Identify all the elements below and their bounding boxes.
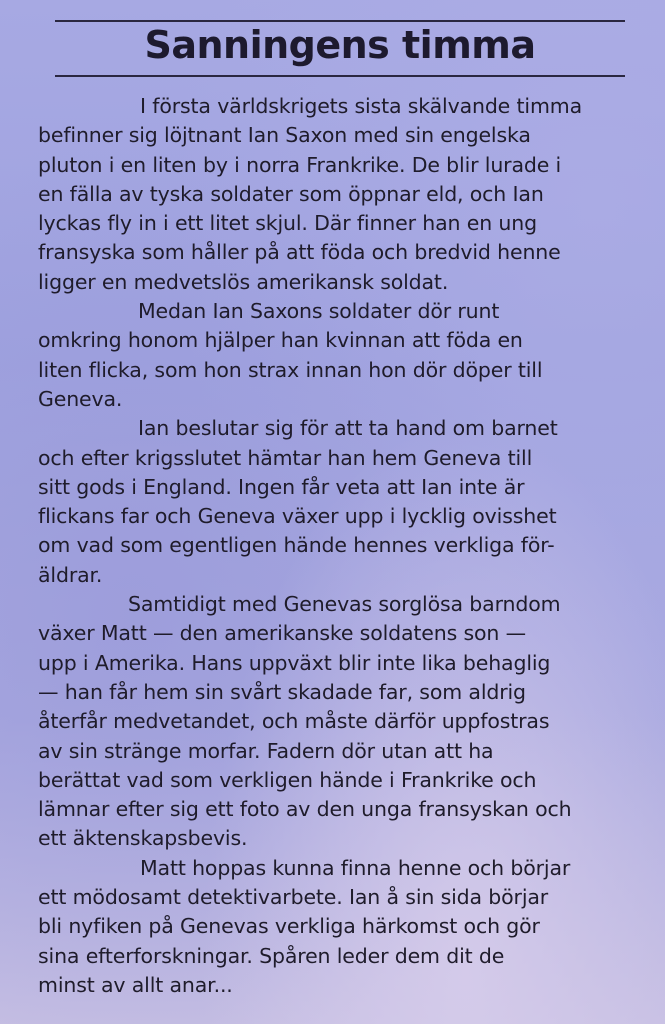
text-line: växer Matt — den amerikanske soldatens son — [38,621,526,646]
text-line: flickans far och Geneva växer upp i lycklig ovisshet [38,504,557,529]
text-line: Medan Ian Saxons soldater dör runt [138,299,500,324]
text-line: minst av allt anar... [38,972,233,997]
text-line: befinner sig löjtnant Ian Saxon med sin engelska [38,123,531,148]
text-line: Matt hoppas kunna finna henne och börjar [140,855,571,880]
text-line: pluton i en liten by i norra Frankrike. De blir lurade i [38,152,562,177]
text-line: liten flicka, som hon strax innan hon dör döper till [38,357,543,382]
text-line: bli nyfiken på Genevas verkliga härkomst och gör [38,914,540,939]
text-line: I första världskrigets sista skälvande timma [140,94,582,118]
text-line: om vad som egentligen hände hennes verkliga för- [38,533,555,558]
text-line: fransyska som håller på att föda och bredvid henne [38,240,561,265]
text-line: återfår medvetandet, och måste därför uppfostras [38,709,550,734]
text-line: och efter krigsslutet hämtar han hem Geneva till [38,445,533,470]
page-title: Sanningens timma [144,23,536,67]
text-line: upp i Amerika. Hans uppväxt blir inte lika behaglig [38,650,551,675]
text-line: Geneva. [38,386,123,411]
text-line: ligger en medvetslös amerikansk soldat. [38,269,449,294]
text-line: ett mödosamt detektivarbete. Ian å sin sida börjar [38,885,549,910]
text-line: en fälla av tyska soldater som öppnar eld, och Ian [38,181,544,206]
text-line: omkring honom hjälper han kvinnan att föda en [38,328,523,353]
text-line: äldrar. [38,562,103,587]
title-bottom-rule [55,75,625,77]
text-line: lyckas fly in i ett litet skjul. Där finner han en ung [38,211,537,236]
text-line: av sin stränge morfar. Fadern dör utan att ha [38,738,494,763]
text-line: Samtidigt med Genevas sorglösa barndom [128,592,561,617]
text-line: sitt gods i England. Ingen får veta att Ian inte är [38,474,525,499]
text-line: Ian beslutar sig för att ta hand om barnet [138,416,558,441]
text-line: ett äktenskapsbevis. [38,826,248,851]
text-line: lämnar efter sig ett foto av den unga fransyskan och [38,797,572,822]
text-line: sina efterforskningar. Spåren leder dem dit de [38,943,505,968]
text-line: — han får hem sin svårt skadade far, som aldrig [38,679,526,704]
text-line: berättat vad som verkligen hände i Frankrike och [38,767,537,792]
synopsis-text [38,92,642,1000]
